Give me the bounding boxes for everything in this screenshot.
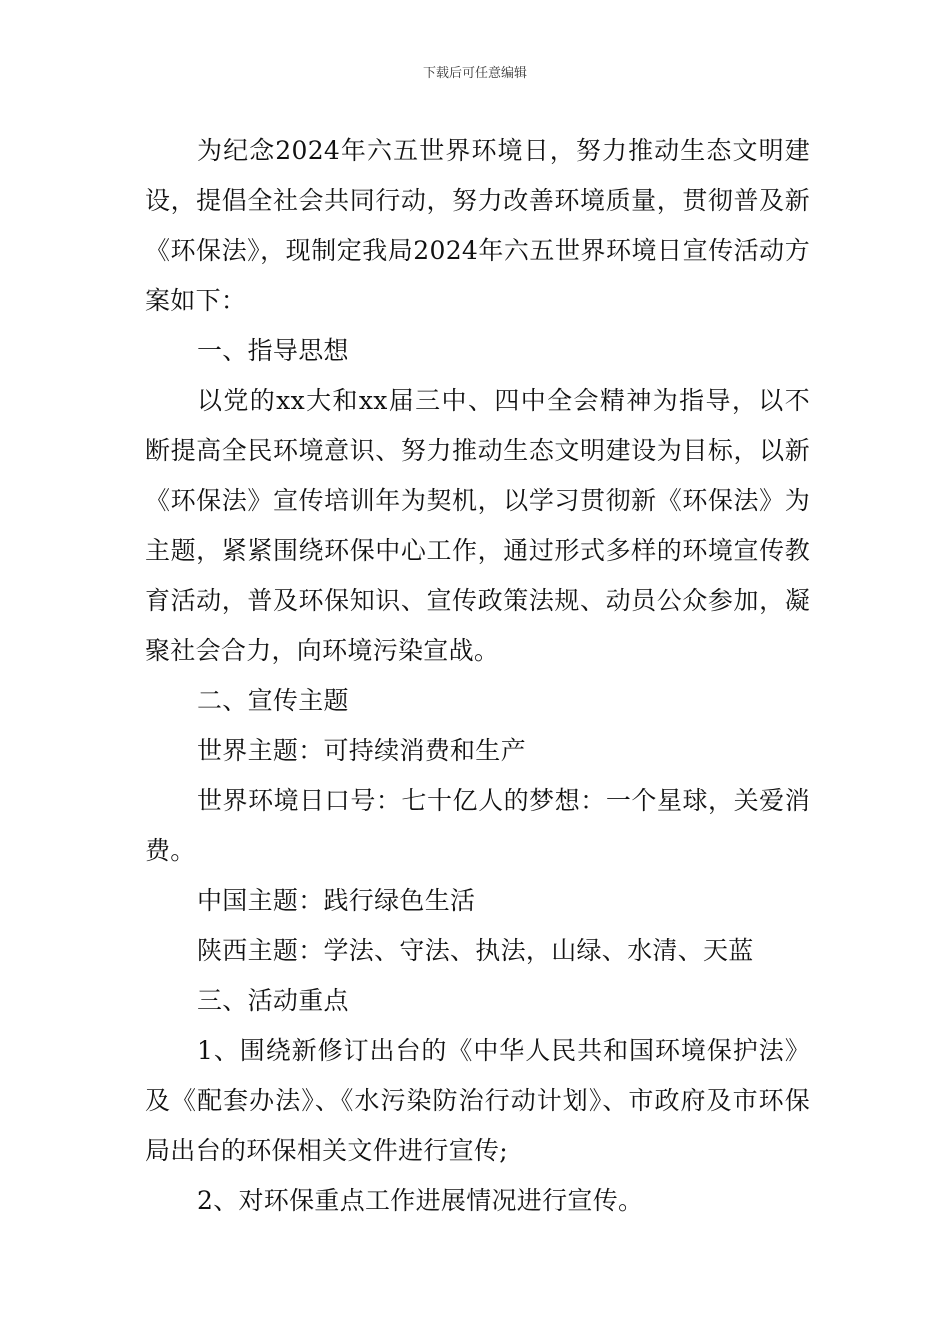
intro-paragraph: 为纪念2024年六五世界环境日，努力推动生态文明建设，提倡全社会共同行动，努力改善环境质量，贯彻普及新《环保法》，现制定我局2024年六五世界环境日宣传活动方案如下： — [145, 136, 810, 315]
section-heading-guiding-ideology: 一、指导思想 — [197, 336, 349, 365]
activity-item-2: 2、对环保重点工作进展情况进行宣传。 — [197, 1186, 644, 1215]
section-heading-key-activities: 三、活动重点 — [197, 986, 349, 1015]
section-heading-theme: 二、宣传主题 — [197, 686, 349, 715]
china-theme-line: 中国主题：践行绿色生活 — [197, 886, 476, 915]
world-slogan-paragraph: 世界环境日口号：七十亿人的梦想：一个星球，关爱消费。 — [145, 786, 810, 865]
world-theme-line: 世界主题：可持续消费和生产 — [197, 736, 526, 765]
activity-item-1: 1、围绕新修订出台的《中华人民共和国环境保护法》及《配套办法》、《水污染防治行动计划》、市政府及市环保局出台的环保相关文件进行宣传; — [145, 1036, 810, 1165]
shaanxi-theme-line: 陕西主题：学法、守法、执法，山绿、水清、天蓝 — [197, 936, 754, 965]
document-body — [145, 126, 810, 1226]
guiding-ideology-paragraph: 以党的xx大和xx届三中、四中全会精神为指导，以不断提高全民环境意识、努力推动生态文明建设为目标，以新《环保法》宣传培训年为契机，以学习贯彻新《环保法》为主题，紧紧围绕环保中心工作，通过形式多样的环境宣传教育活动，普及环保知识、宣传政策法规、动员公众参加，凝聚社会合力，向环境污染宣战。 — [145, 386, 810, 665]
page-header: 下载后可任意编辑 — [422, 66, 527, 81]
